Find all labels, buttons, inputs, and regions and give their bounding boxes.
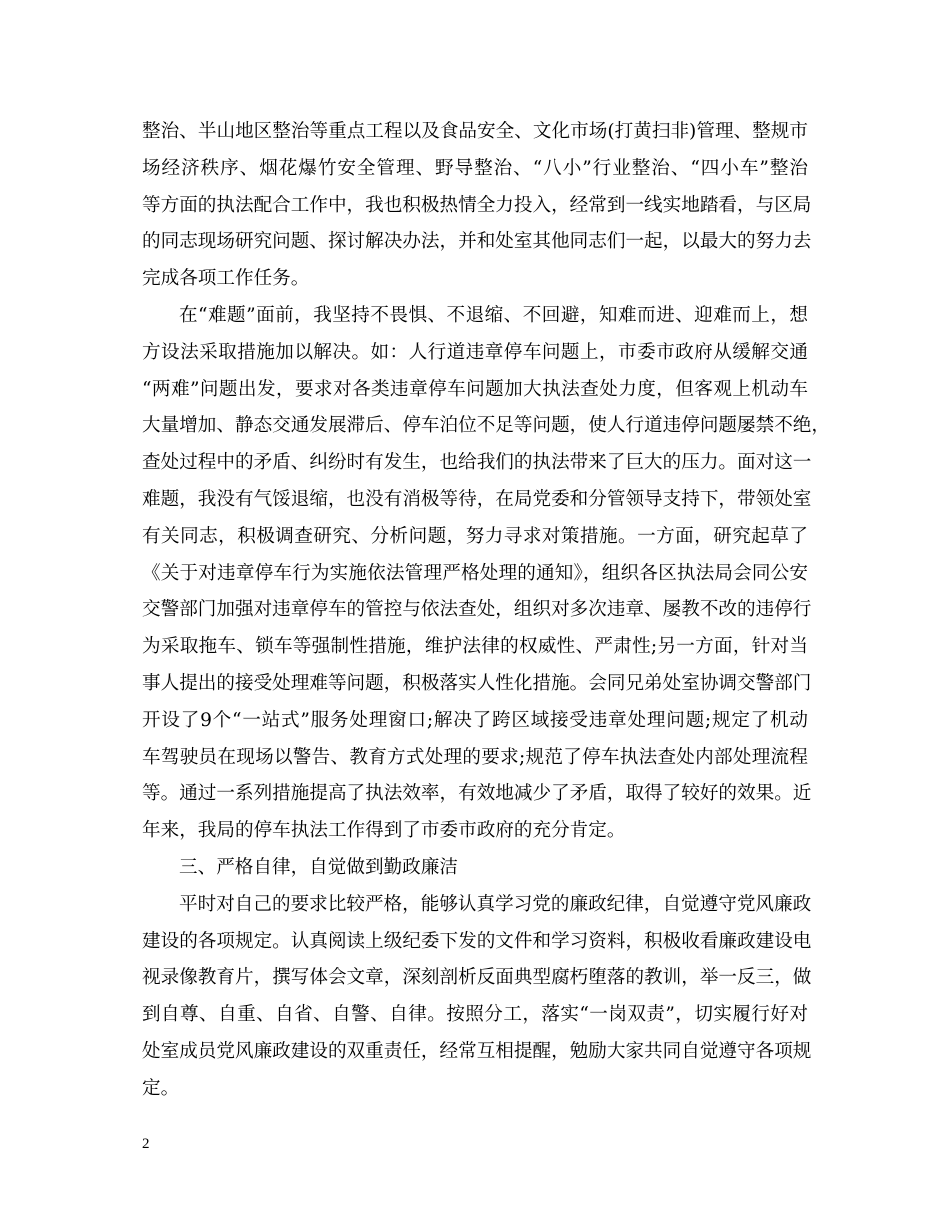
text-line: 建设的各项规定。认真阅读上级纪委下发的文件和学习资料，积极收看廉政建设电 xyxy=(142,930,812,952)
section-heading-text: 三、严格自律，自觉做到勤政廉洁 xyxy=(179,856,458,878)
text-line: 有关同志，积极调查研究、分析问题，努力寻求对策措施。一方面，研究起草了 xyxy=(142,525,808,547)
text-line: 场经济秩序、烟花爆竹安全管理、野导整治、“八小”行业整治、“四小车”整治 xyxy=(142,157,808,179)
section-heading xyxy=(142,850,808,887)
paragraph-3 xyxy=(142,887,812,1108)
text-line: 在“难题”面前，我坚持不畏惧、不退缩、不回避，知难而进、迎难而上，想 xyxy=(179,304,808,326)
text-line: 难题，我没有气馁退缩，也没有消极等待，在局党委和分管领导支持下，带领处室 xyxy=(142,488,812,510)
text-line: 平时对自己的要求比较严格，能够认真学习党的廉政纪律，自觉遵守党风廉政 xyxy=(179,893,812,915)
text-line: 的同志现场研究问题、探讨解决办法，并和处室其他同志们一起，以最大的努力去 xyxy=(142,231,812,253)
text-line: 大量增加、静态交通发展滞后、停车泊位不足等问题，使人行道违停问题屡禁不绝， xyxy=(142,415,830,437)
text-line: 定。 xyxy=(142,1077,180,1099)
paragraph-1 xyxy=(142,114,812,298)
text-line: 方设法采取措施加以解决。如：人行道违章停车问题上，市委市政府从缓解交通 xyxy=(142,341,808,363)
text-line: 完成各项工作任务。 xyxy=(142,268,310,290)
text-line: 处室成员党风廉政建设的双重责任，经常互相提醒，勉励大家共同自觉遵守各项规 xyxy=(142,1040,812,1062)
text-line: 年来，我局的停车执法工作得到了市委市政府的充分肯定。 xyxy=(142,820,626,842)
text-line: 等。通过一系列措施提高了执法效率，有效地减少了矛盾，取得了较好的效果。近 xyxy=(142,783,812,805)
text-line: 开设了9个“一站式”服务处理窗口;解决了跨区域接受违章处理问题;规定了机动 xyxy=(142,709,808,731)
text-line: 为采取拖车、锁车等强制性措施，维护法律的权威性、严肃性;另一方面，针对当 xyxy=(142,636,808,658)
paragraph-2 xyxy=(142,298,830,850)
text-line: “两难”问题出发，要求对各类违章停车问题加大执法查处力度，但客观上机动车 xyxy=(142,378,808,400)
page-number: 2 xyxy=(142,1136,150,1152)
text-line: 视录像教育片，撰写体会文章，深刻剖析反面典型腐朽堕落的教训，举一反三，做 xyxy=(142,967,812,989)
text-line: 车驾驶员在现场以警告、教育方式处理的要求;规范了停车执法查处内部处理流程 xyxy=(142,746,808,768)
text-line: 整治、半山地区整治等重点工程以及食品安全、文化市场(打黄扫非)管理、整规市 xyxy=(142,121,808,142)
text-line: 查处过程中的矛盾、纠纷时有发生，也给我们的执法带来了巨大的压力。面对这一 xyxy=(142,452,812,474)
text-line: 《关于对违章停车行为实施依法管理严格处理的通知》，组织各区执法局会同公安 xyxy=(142,562,808,584)
text-line: 等方面的执法配合工作中，我也积极热情全力投入，经常到一线实地踏看，与区局 xyxy=(142,194,812,216)
text-line: 到自尊、自重、自省、自警、自律。按照分工，落实“一岗双责”，切实履行好对 xyxy=(142,1004,808,1026)
body-text xyxy=(142,114,830,1108)
text-line: 事人提出的接受处理难等问题，积极落实人性化措施。会同兄弟处室协调交警部门 xyxy=(142,672,812,694)
text-line: 交警部门加强对违章停车的管控与依法查处，组织对多次违章、屡教不改的违停行 xyxy=(142,599,812,621)
